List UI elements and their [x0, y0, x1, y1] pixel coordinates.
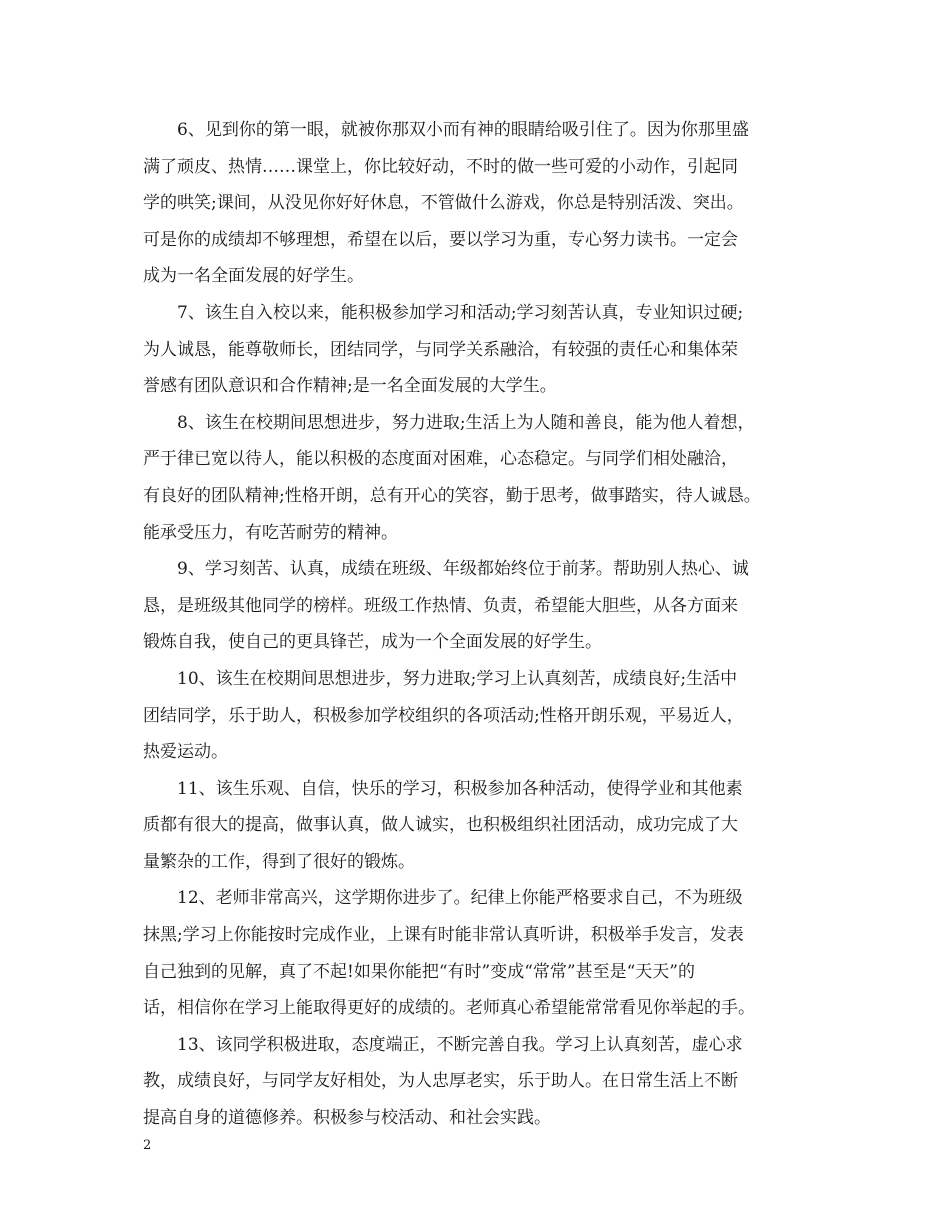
- page-number: 2: [143, 1138, 152, 1153]
- text-line: 13、该同学积极进取，态度端正，不断完善自我。学习上认真刻苦，虚心求: [177, 1034, 743, 1055]
- paragraph-11: [143, 771, 811, 881]
- text-line: 学的哄笑;课间，从没见你好好休息，不管做什么游戏，你总是特别活泼、突出。: [143, 193, 744, 214]
- document-body: [143, 112, 811, 1137]
- text-line: 可是你的成绩却不够理想，希望在以后，要以学习为重，专心努力读书。一定会: [143, 229, 738, 250]
- text-line: 9、学习刻苦、认真，成绩在班级、年级都始终位于前茅。帮助别人热心、诚: [177, 559, 749, 580]
- text-line: 7、该生自入校以来，能积极参加学习和活动;学习刻苦认真，专业知识过硬;: [177, 302, 744, 323]
- paragraph-8: [143, 405, 811, 551]
- text-line: 为人诚恳，能尊敬师长，团结同学，与同学关系融洽，有较强的责任心和集体荣: [143, 339, 738, 360]
- text-line: 热爱运动。: [143, 742, 228, 763]
- text-line: 量繁杂的工作，得到了很好的锻炼。: [143, 851, 415, 872]
- text-line: 10、该生在校期间思想进步，努力进取;学习上认真刻苦，成绩良好;生活中: [177, 668, 738, 689]
- text-line: 质都有很大的提高，做事认真，做人诚实，也积极组织社团活动，成功完成了大: [143, 815, 738, 836]
- text-line: 恳，是班级其他同学的榜样。班级工作热情、负责，希望能大胆些，从各方面来: [143, 595, 738, 616]
- paragraph-10: [143, 661, 811, 771]
- text-line: 8、该生在校期间思想进步，努力进取;生活上为人随和善良，能为他人着想，: [177, 412, 755, 433]
- paragraph-7: [143, 295, 811, 405]
- text-line: 有良好的团队精神;性格开朗，总有开心的笑容，勤于思考，做事踏实，待人诚恳。: [143, 485, 761, 506]
- paragraph-12: [143, 880, 811, 1026]
- text-line: 抹黑;学习上你能按时完成作业，上课有时能非常认真听讲，积极举手发言，发表: [143, 925, 744, 946]
- paragraph-9: [143, 551, 811, 661]
- text-line: 自己独到的见解，真了不起!如果你能把“有时”变成“常常”甚至是“天天”的: [143, 961, 695, 982]
- text-line: 能承受压力，有吃苦耐劳的精神。: [143, 522, 398, 543]
- text-line: 6、见到你的第一眼，就被你那双小而有神的眼睛给吸引住了。因为你那里盛: [177, 120, 749, 140]
- text-line: 成为一名全面发展的好学生。: [143, 266, 364, 287]
- paragraph-13: [143, 1027, 811, 1137]
- text-line: 誉感有团队意识和合作精神;是一名全面发展的大学生。: [143, 376, 557, 397]
- text-line: 话，相信你在学习上能取得更好的成绩的。老师真心希望能常常看见你举起的手。: [143, 998, 755, 1019]
- text-line: 满了顽皮、热情……课堂上，你比较好动，不时的做一些可爱的小动作，引起同: [143, 156, 738, 177]
- text-line: 锻炼自我，使自己的更具锋芒，成为一个全面发展的好学生。: [143, 632, 602, 653]
- text-line: 提高自身的道德修养。积极参与校活动、和社会实践。: [143, 1108, 551, 1129]
- text-line: 教，成绩良好，与同学友好相处，为人忠厚老实，乐于助人。在日常生活上不断: [143, 1071, 738, 1092]
- paragraph-6: [143, 112, 811, 295]
- text-line: 团结同学，乐于助人，积极参加学校组织的各项活动;性格开朗乐观，平易近人，: [143, 705, 744, 726]
- text-line: 严于律已宽以待人，能以积极的态度面对困难，心态稳定。与同学们相处融洽，: [143, 449, 738, 470]
- text-line: 11、该生乐观、自信，快乐的学习，积极参加各种活动，使得学业和其他素: [177, 778, 743, 799]
- text-line: 12、老师非常高兴，这学期你进步了。纪律上你能严格要求自己，不为班级: [177, 888, 743, 909]
